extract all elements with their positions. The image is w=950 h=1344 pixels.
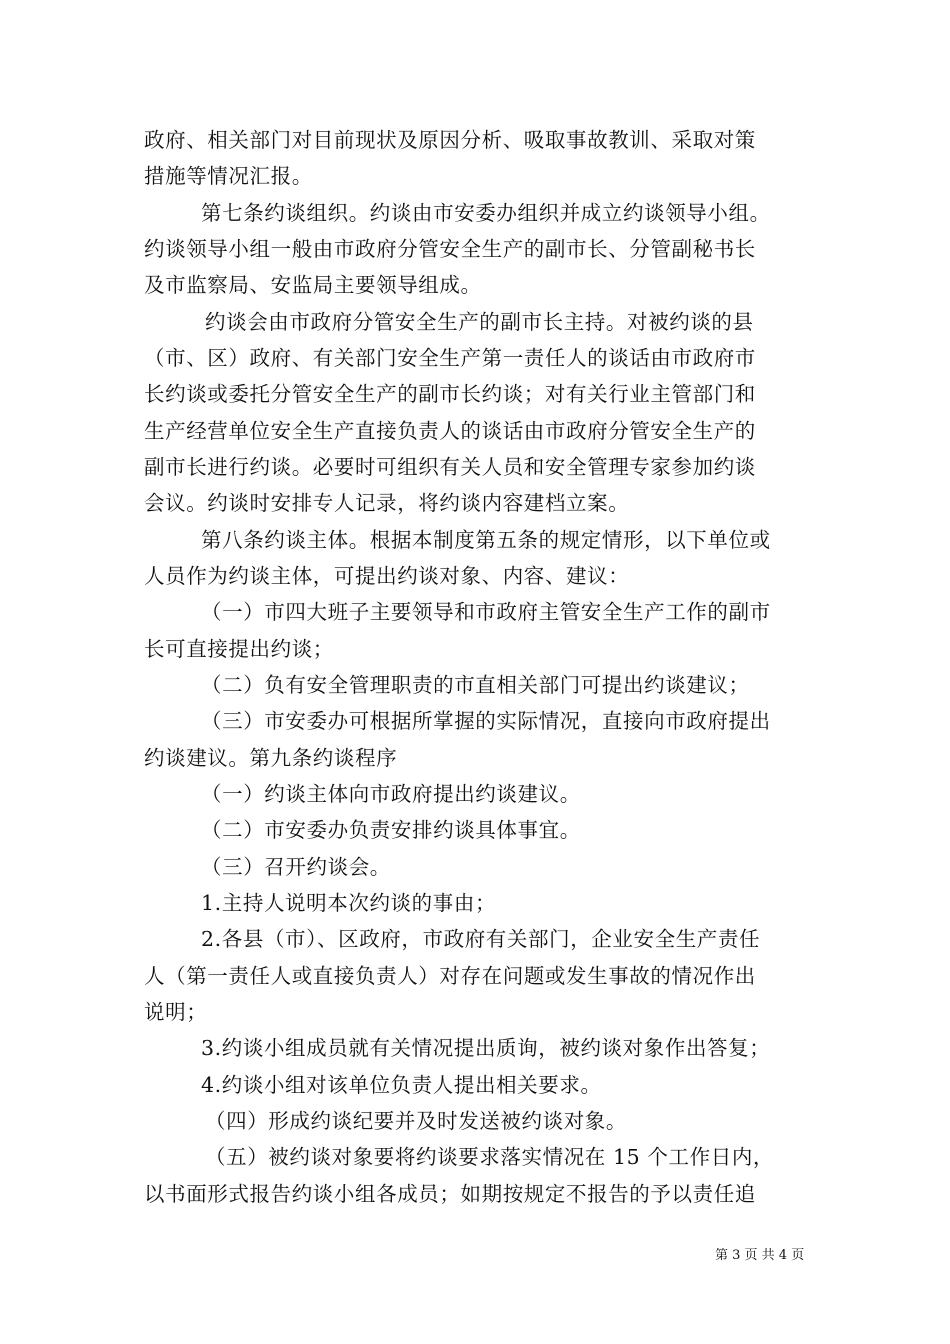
text-line: 生产经营单位安全生产直接负责人的谈话由市政府分管安全生产的 bbox=[144, 419, 756, 443]
text-line: （市、区）政府、有关部门安全生产第一责任人的谈话由市政府市 bbox=[144, 346, 756, 370]
text-line: 及市监察局、安监局主要领导组成。 bbox=[144, 273, 482, 297]
text-line: （四）形成约谈纪要并及时发送被约谈对象。 bbox=[205, 1109, 627, 1133]
text-line: 措施等情况汇报。 bbox=[144, 164, 313, 188]
text-line: 长约谈或委托分管安全生产的副市长约谈；对有关行业主管部门和 bbox=[144, 382, 756, 406]
text-line: 约谈领导小组一般由市政府分管安全生产的副市长、分管副秘书长 bbox=[144, 237, 756, 261]
text-line: 第七条约谈组织。约谈由市安委办组织并成立约谈领导小组。 bbox=[201, 201, 771, 225]
text-line: （一）市四大班子主要领导和市政府主管安全生产工作的副市 bbox=[201, 600, 771, 624]
text-line: 人员作为约谈主体，可提出约谈对象、内容、建议： bbox=[144, 564, 630, 588]
text-line: 第八条约谈主体。根据本制度第五条的规定情形，以下单位或 bbox=[201, 528, 771, 552]
text-line: 1.主持人说明本次约谈的事由； bbox=[201, 891, 497, 915]
text-line: （三）市安委办可根据所掌握的实际情况，直接向市政府提出 bbox=[201, 709, 771, 733]
text-line: 政府、相关部门对目前现状及原因分析、吸取事故教训、采取对策 bbox=[144, 128, 756, 152]
page-number: 第 3 页 共 4 页 bbox=[715, 1248, 805, 1263]
text-line: 副市长进行约谈。必要时可组织有关人员和安全管理专家参加约谈 bbox=[144, 455, 756, 479]
text-line: 说明； bbox=[144, 1000, 208, 1024]
text-line: 约谈建议。第九条约谈程序 bbox=[144, 746, 398, 770]
text-line: （三）召开约谈会。 bbox=[201, 855, 391, 879]
text-line: 约谈会由市政府分管安全生产的副市长主持。对被约谈的县 bbox=[205, 310, 754, 334]
text-line: 会议。约谈时安排专人记录，将约谈内容建档立案。 bbox=[144, 491, 630, 515]
text-line: 长可直接提出约谈； bbox=[144, 637, 334, 661]
text-line: （二）市安委办负责安排约谈具体事宜。 bbox=[201, 818, 581, 842]
text-line: 以书面形式报告约谈小组各成员；如期按规定不报告的予以责任追 bbox=[144, 1182, 756, 1206]
text-line: 4.约谈小组对该单位负责人提出相关要求。 bbox=[201, 1073, 602, 1097]
text-line: 3.约谈小组成员就有关情况提出质询，被约谈对象作出答复； bbox=[201, 1036, 771, 1060]
text-line: （五）被约谈对象要将约谈要求落实情况在 15 个工作日内， bbox=[205, 1145, 775, 1169]
text-line: 人（第一责任人或直接负责人）对存在问题或发生事故的情况作出 bbox=[144, 964, 756, 988]
text-line: （二）负有安全管理职责的市直相关部门可提出约谈建议； bbox=[201, 673, 750, 697]
text-line: 2.各县（市）、区政府，市政府有关部门，企业安全生产责任 bbox=[201, 927, 761, 951]
text-line: （一）约谈主体向市政府提出约谈建议。 bbox=[201, 782, 581, 806]
